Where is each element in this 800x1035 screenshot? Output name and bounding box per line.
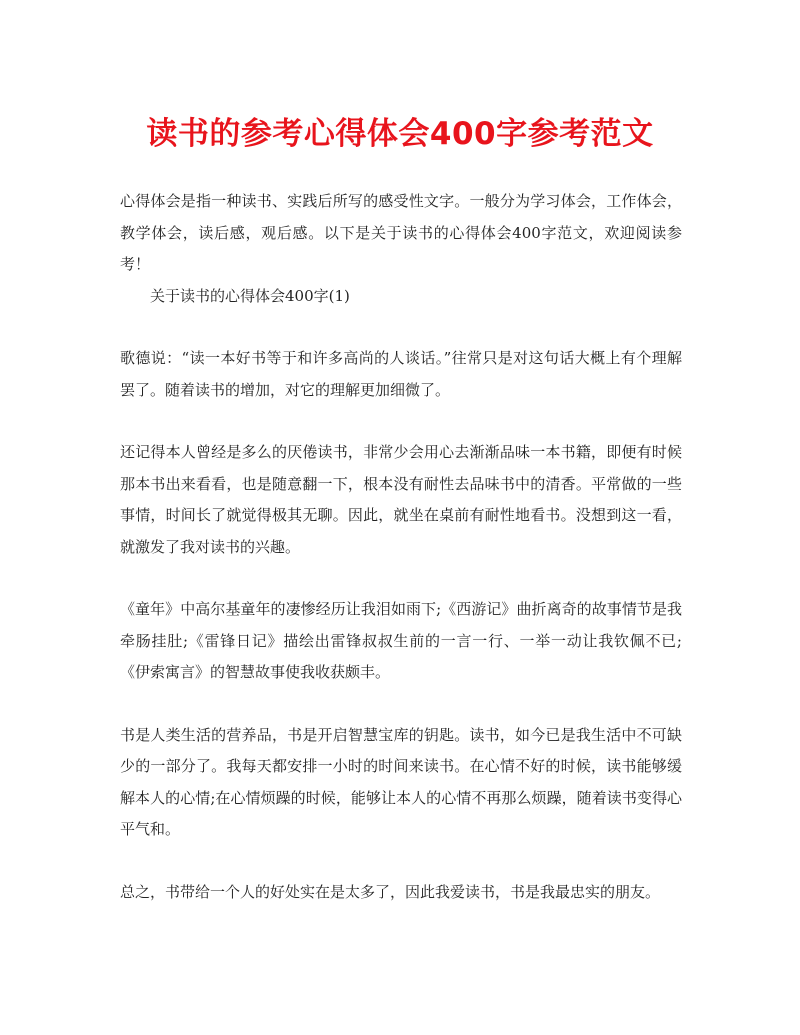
body-paragraph-3: 《童年》中高尔基童年的凄惨经历让我泪如雨下;《西游记》曲折离奇的故事情节是我牵肠挂肚;《雷锋日记》描绘出雷锋叔叔生前的一言一行、一举一动让我钦佩不已;《伊索寓言》的智慧故事使我收获颇丰。 xyxy=(120,600,682,681)
body-paragraph-2: 还记得本人曾经是多么的厌倦读书，非常少会用心去渐渐品味一本书籍，即便有时候那本书出来看看，也是随意翻一下，根本没有耐性去品味书中的清香。平常做的一些事情，时间长了就觉得极其无聊。因此，就坐在桌前有耐性地看书。没想到这一看，就激发了我对读书的兴趣。 xyxy=(120,443,682,556)
body-paragraph-4: 书是人类生活的营养品，书是开启智慧宝库的钥匙。读书，如今已是我生活中不可缺少的一部分了。我每天都安排一小时的时间来读书。在心情不好的时候，读书能够缓解本人的心情;在心情烦躁的时候，能够让本人的心情不再那么烦躁，随着读书变得心平气和。 xyxy=(120,725,682,838)
paragraph-spacer xyxy=(120,689,682,720)
body-paragraph-5: 总之，书带给一个人的好处实在是太多了，因此我爱读书，书是我最忠实的朋友。 xyxy=(120,882,661,901)
section-subheading: 关于读书的心得体会400字(1) xyxy=(150,286,350,305)
body-paragraph-1: 歌德说：“读一本好书等于和许多高尚的人谈话。”往常只是对这句话大概上有个理解罢了。随着读书的增加，对它的理解更加细微了。 xyxy=(120,349,682,399)
paragraph-spacer xyxy=(120,563,682,594)
paragraph-spacer xyxy=(120,406,682,437)
document-title: 读书的参考心得体会400字参考范文 xyxy=(146,116,654,152)
intro-paragraph: 心得体会是指一种读书、实践后所写的感受性文字。一般分为学习体会，工作体会，教学体会，读后感，观后感。以下是关于读书的心得体会400字范文，欢迎阅读参考！ xyxy=(120,192,682,273)
document-body xyxy=(120,186,682,908)
paragraph-spacer xyxy=(120,846,682,877)
paragraph-spacer xyxy=(120,312,682,343)
